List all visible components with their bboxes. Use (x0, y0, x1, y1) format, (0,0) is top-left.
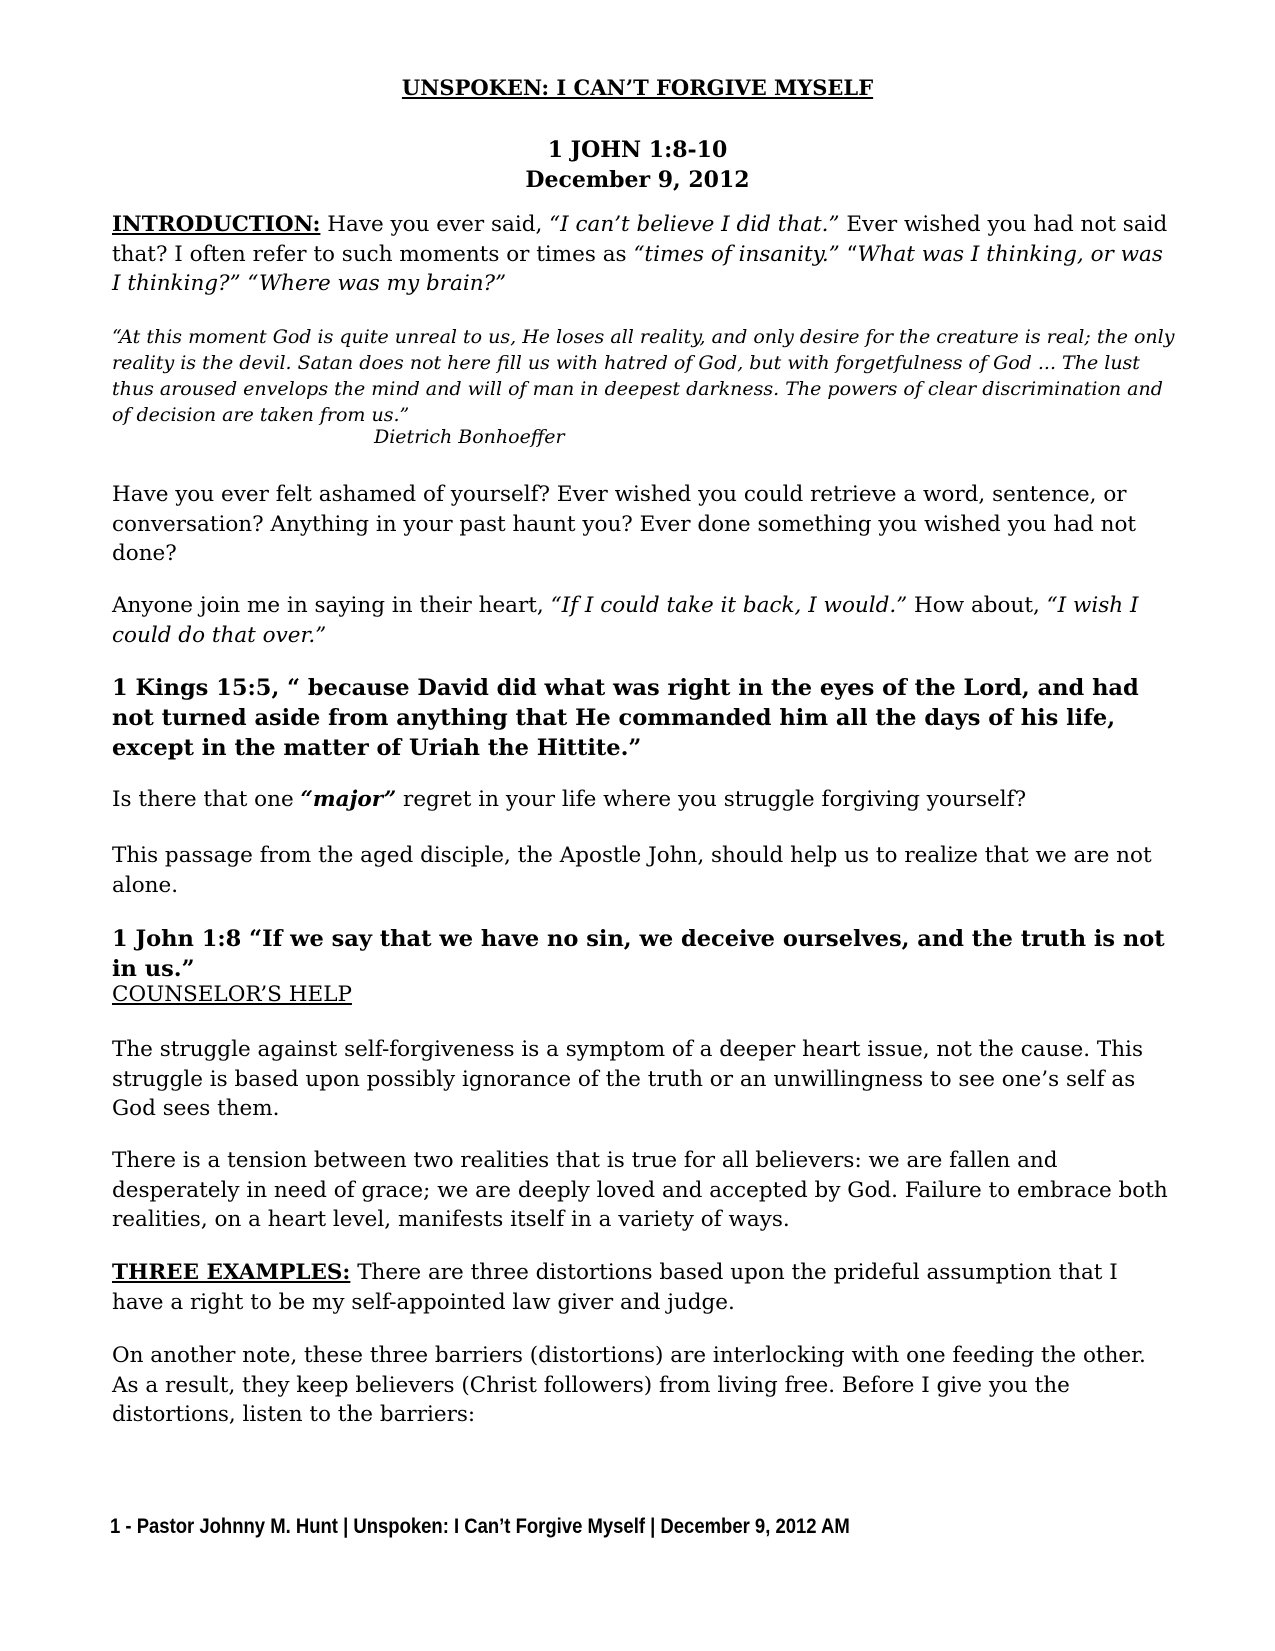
scripture-reference: 1 JOHN 1:8-10 (547, 137, 728, 163)
paragraph-major-regret (112, 785, 1172, 815)
sermon-subtitle (0, 135, 1275, 195)
sermon-title: UNSPOKEN: I CAN’T FORGIVE MYSELF (401, 75, 874, 100)
paragraph-three-examples (112, 1258, 1172, 1317)
para2-quote-1: “If I could take it back, I would.” (550, 593, 908, 618)
intro-text-1: Have you ever said, (320, 212, 550, 237)
paragraph-ashamed: Have you ever felt ashamed of yourself? Ever wished you could retrieve a word, sentence, or conversation? Anything in your past haunt you? Ever done something you wished you had not done? (112, 482, 1137, 566)
paragraph-struggle: The struggle against self-forgiveness is a symptom of a deeper heart issue, not the cause. This struggle is based upon possibly ignorance of the truth or an unwillingness to see one’s self as God sees them. (112, 1037, 1143, 1121)
intro-text-2: Ever wished you had not said that? I often refer to such moments or times as (112, 212, 1168, 267)
introduction-label: INTRODUCTION: (112, 212, 321, 237)
para3-text-1: Is there that one (112, 787, 301, 812)
sermon-date: December 9, 2012 (525, 167, 750, 193)
three-examples-text: There are three distortions based upon the prideful assumption that I have a right to be my self-appointed law giver and judge. (112, 1260, 1118, 1315)
intro-quote-2: “times of insanity.” (633, 241, 840, 267)
counselor-heading-text: COUNSELOR’S HELP (112, 982, 352, 1007)
three-examples-label: THREE EXAMPLES: (112, 1260, 351, 1285)
intro-quote-1: “I can’t believe I did that.” (549, 212, 840, 237)
paragraph-apostle-john: This passage from the aged disciple, the Apostle John, should help us to realize that we are not alone. (112, 843, 1152, 898)
page-footer: 1 - Pastor Johnny M. Hunt | Unspoken: I Can’t Forgive Myself | December 9, 2012 AM (110, 1515, 850, 1538)
paragraph-barriers: On another note, these three barriers (distortions) are interlocking with one feeding the other. As a result, they keep believers (Christ followers) from living free. Before I give you the distortions, listen to the barriers: (112, 1343, 1146, 1427)
paragraph-tension: There is a tension between two realities that is true for all believers: we are fallen and desperately in need of grace; we are deeply loved and accepted by God. Failure to embrace both realities, on a heart level, manifests itself in a variety of ways. (112, 1148, 1168, 1232)
intro-text-3: “ (839, 241, 858, 267)
para3-text-2: regret in your life where you struggle forgiving yourself? (396, 787, 1027, 812)
introduction-paragraph (112, 210, 1172, 299)
para2-quote-2: “I wish I could do that over.” (112, 593, 1139, 648)
paragraph-take-back (112, 591, 1172, 650)
verse-1-john: 1 John 1:8 “If we say that we have no sin, we deceive ourselves, and the truth is not in us.” (112, 926, 1165, 982)
bonhoeffer-quote: “At this moment God is quite unreal to us, He loses all reality, and only desire for the creature is real; the only reality is the devil. Satan does not here fill us with hatred of God, but with forgetfulness of God ... The lust thus aroused envelops the mind and will of man in deepest darkness. The powers of clear discrimination and of decision are taken from us.” (112, 326, 1175, 426)
quote-author: Dietrich Bonhoeffer (374, 426, 565, 448)
heading-counselors-help (112, 980, 1172, 1010)
para3-emphasis: “major” (300, 787, 397, 812)
para2-text-2: How about, (907, 593, 1047, 618)
intro-quote-3: What was I thinking, or was I thinking?” “Where was my brain?” (112, 241, 1163, 296)
para2-text-1: Anyone join me in saying in their heart, (112, 593, 551, 618)
verse-1-kings: 1 Kings 15:5, “ because David did what was right in the eyes of the Lord, and had not turned aside from anything that He commanded him all the days of his life, except in the matter of Uriah the Hittite.” (112, 675, 1139, 761)
